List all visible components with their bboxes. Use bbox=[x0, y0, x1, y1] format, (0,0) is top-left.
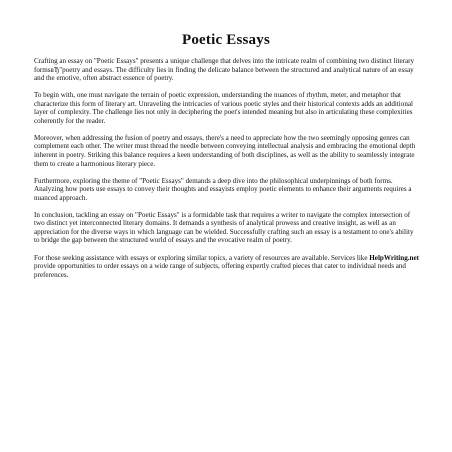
document-title: Poetic Essays bbox=[181, 32, 270, 48]
paragraph-poetic-expression: To begin with, one must navigate the terrain of poetic expression, understanding the nuances of rhythm, meter, and metaphor that characterize this form of literary art. Unraveling the intricacies of various poetic styles and their historical contexts adds an additional layer of complexity. The challenge lies not only in deciphering the poet's intended meaning but also in articulating these complexities coherently for the reader. bbox=[34, 91, 413, 125]
paragraph-intro: Crafting an essay on "Poetic Essays" presents a unique challenge that delves into the intricate realm of combining two distinct literary formsвЂ"poetry and essays. The difficulty lies in finding the delicate balance between the structured and analytical nature of an essay and the emotive, often abstract essence of poetry. bbox=[34, 57, 415, 83]
paragraph-conclusion: In conclusion, tackling an essay on "Poetic Essays" is a formidable task that requires a writer to navigate the complex intersection of two distinct yet interconnected literary domains. It demands a synthesis of analytical prowess and creative insight, as well as an appreciation for the diverse ways in which language can be wielded. Successfully crafting such an essay is a testament to one's ability to bridge the gap between the structured world of essays and the evocative realm of poetry. bbox=[34, 210, 414, 245]
paragraph-fusion: Moreover, when addressing the fusion of poetry and essays, there's a need to appreciate how the two seemingly opposing genres can complement each other. The writer must thread the needle between conveying intellectual analysis and embracing the emotional depth inherent in poetry. Striking this balance requires a keen understanding of both disciplines, as well as the ability to seamlessly integrate them to create a harmonious literary piece. bbox=[34, 133, 416, 168]
document-body bbox=[34, 57, 420, 288]
paragraph-closing bbox=[34, 254, 420, 280]
paragraph-theme: Furthermore, exploring the theme of "Poetic Essays" demands a deep dive into the philosophical underpinnings of both forms. Analyzing how poets use essays to convey their thoughts and essayists employ poetic elements to enhance their arguments requires a nuanced approach. bbox=[34, 176, 412, 202]
closing-text-after: provide opportunities to order essays on a wide range of subjects, offering expertly crafted pieces that cater to individual needs and preferences. bbox=[34, 262, 406, 279]
helpwriting-link-text: HelpWriting.net bbox=[369, 253, 420, 262]
closing-text-before: For those seeking assistance with essays or exploring similar topics, a variety of resources are available. Services like bbox=[34, 253, 370, 262]
